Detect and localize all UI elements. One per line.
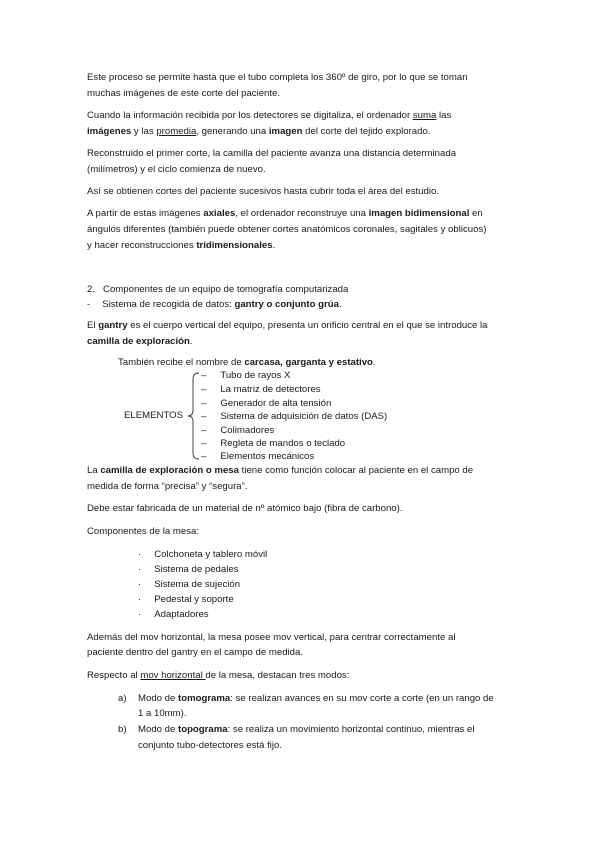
element-item: [201, 438, 345, 450]
list-item: [138, 549, 267, 561]
bold-term: tridimensionales: [196, 240, 273, 251]
list-item-text: Sistema de sujeción: [154, 579, 241, 590]
bold-term: gantry o conjunto grúa: [234, 299, 339, 310]
element-text: La matriz de detectores: [220, 384, 321, 395]
bold-term: camilla de exploración o mesa: [100, 465, 239, 476]
dash-marker: –: [201, 370, 207, 381]
dash-marker: –: [201, 398, 207, 409]
bold-term: imágenes: [87, 126, 132, 137]
text-span: : se realizan avances en su mov corte a corte (en un rango de: [230, 693, 494, 704]
text-span: en: [469, 208, 483, 219]
text-line: medida de forma “precisa” y “segura”.: [87, 481, 248, 492]
text-span: del corte del tejido explorado.: [302, 126, 431, 137]
text-line: paciente dentro del gantry en el campo de medida.: [87, 647, 303, 658]
list-marker: b): [118, 724, 127, 735]
text-line: [87, 208, 483, 220]
text-line: 1 a 10mm).: [138, 708, 187, 719]
text-line: [87, 465, 473, 477]
list-item: [138, 564, 238, 576]
dash-marker: –: [201, 384, 207, 395]
element-item: [201, 425, 274, 437]
dash-marker: –: [201, 411, 207, 422]
text-line: Este proceso se permite hasta que el tubo completa los 360º de giro, por lo que se toman: [87, 72, 468, 83]
text-span: tiene como función colocar al paciente en el campo de: [238, 465, 474, 476]
element-text: Sistema de adquisición de datos (DAS): [220, 411, 388, 422]
text-span: de la mesa, destacan tres modos:: [205, 670, 350, 681]
text-span: , el ordenador reconstruye una: [235, 208, 369, 219]
text-span: y hacer reconstrucciones: [87, 240, 197, 251]
underlined-term: suma: [412, 110, 437, 121]
element-item: [201, 451, 314, 463]
bold-term: imagen: [268, 126, 303, 137]
section-number: 2.: [87, 284, 96, 295]
text-line: [138, 693, 494, 705]
bold-term: gantry: [98, 320, 128, 331]
text-span: A partir de estas imágenes: [87, 208, 204, 219]
list-item-text: Colchoneta y tablero móvil: [154, 549, 268, 560]
text-span: .: [272, 240, 276, 251]
text-span: , generando una: [196, 126, 269, 137]
text-span: También recibe el nombre de: [118, 357, 245, 368]
element-item: [201, 398, 331, 410]
element-text: Generador de alta tensión: [220, 398, 332, 409]
bold-term: tomograma: [178, 693, 231, 704]
bullet-marker: ·: [138, 579, 142, 590]
bold-term: camilla de exploración: [87, 336, 190, 347]
text-line: ángulos diferentes (también puede obtener cortes anatómicos coronales, sagitales y oblicuos): [87, 224, 487, 235]
text-span: El: [87, 320, 99, 331]
dash-marker: –: [201, 451, 207, 462]
bold-term: axiales: [203, 208, 236, 219]
dash-marker: –: [201, 438, 207, 449]
list-item: [138, 594, 234, 606]
list-item-text: Sistema de pedales: [154, 564, 239, 575]
text-line: [138, 724, 475, 736]
text-line: [87, 336, 193, 348]
underlined-term: promedia: [156, 126, 197, 137]
text-line: Así se obtienen cortes del paciente sucesivos hasta cubrir toda el área del estudio.: [87, 186, 439, 197]
list-item: [138, 609, 209, 621]
curly-brace: [188, 372, 200, 460]
text-span: Respecto al: [87, 670, 141, 681]
list-marker: a): [118, 693, 127, 704]
text-line: [87, 110, 451, 122]
list-item: [138, 579, 240, 591]
text-span: .: [338, 299, 342, 310]
bullet-marker: ·: [138, 564, 142, 575]
text-line: [87, 670, 349, 682]
text-line: Componentes de la mesa:: [87, 526, 199, 537]
text-line: [87, 240, 275, 252]
bold-term: imagen bidimensional: [368, 208, 470, 219]
text-span: es el cuerpo vertical del equipo, presenta un orificio central en el que se introduce la: [127, 320, 488, 331]
dash-marker: -: [87, 299, 91, 310]
element-item: [201, 384, 321, 396]
element-text: Elementos mecánicos: [220, 451, 315, 462]
text-span: .: [372, 357, 376, 368]
dash-marker: –: [201, 425, 207, 436]
text-span: Sistema de recogida de datos:: [102, 299, 235, 310]
text-line: muchas imágenes de este corte del paciente.: [87, 88, 281, 99]
bold-term: carcasa, garganta y estativo: [244, 357, 373, 368]
element-item: [201, 411, 387, 423]
element-text: Regleta de mandos o teclado: [220, 438, 346, 449]
text-line: (milímetros) y el ciclo comienza de nuevo.: [87, 164, 266, 175]
element-item: [201, 370, 290, 382]
text-line: Debe estar fabricada de un material de nº atómico bajo (fibra de carbono).: [87, 503, 403, 514]
elements-label: ELEMENTOS: [124, 410, 184, 421]
text-span: y las: [131, 126, 157, 137]
text-line: conjunto tubo-detectores está fijo.: [138, 740, 282, 751]
bullet-marker: ·: [138, 549, 142, 560]
text-span: las: [436, 110, 452, 121]
text-span: .: [189, 336, 193, 347]
text-line: [87, 126, 430, 138]
text-span: : se realiza un movimiento horizontal continuo, mientras el: [227, 724, 475, 735]
underlined-term: mov horizontal: [140, 670, 206, 681]
text-line: [118, 357, 376, 369]
element-text: Tubo de rayos X: [220, 370, 291, 381]
bullet-marker: ·: [138, 609, 142, 620]
list-item-text: Adaptadores: [154, 609, 209, 620]
section-subheading: [87, 299, 342, 311]
element-text: Colimadores: [220, 425, 275, 436]
text-line: [87, 320, 488, 332]
text-line: Reconstruido el primer corte, la camilla del paciente avanza una distancia determinada: [87, 148, 457, 159]
text-span: La: [87, 465, 101, 476]
list-item-text: Pedestal y soporte: [154, 594, 234, 605]
text-span: Modo de: [138, 693, 179, 704]
bullet-marker: ·: [138, 594, 142, 605]
text-span: Cuando la información recibida por los detectores se digitaliza, el ordenador: [87, 110, 413, 121]
bold-term: topograma: [178, 724, 228, 735]
text-span: Modo de: [138, 724, 179, 735]
text-line: Además del mov horizontal, la mesa posee mov vertical, para centrar correctamente al: [87, 632, 456, 643]
section-title: Componentes de un equipo de tomografía computarizada: [103, 284, 349, 295]
section-heading: [87, 284, 348, 296]
